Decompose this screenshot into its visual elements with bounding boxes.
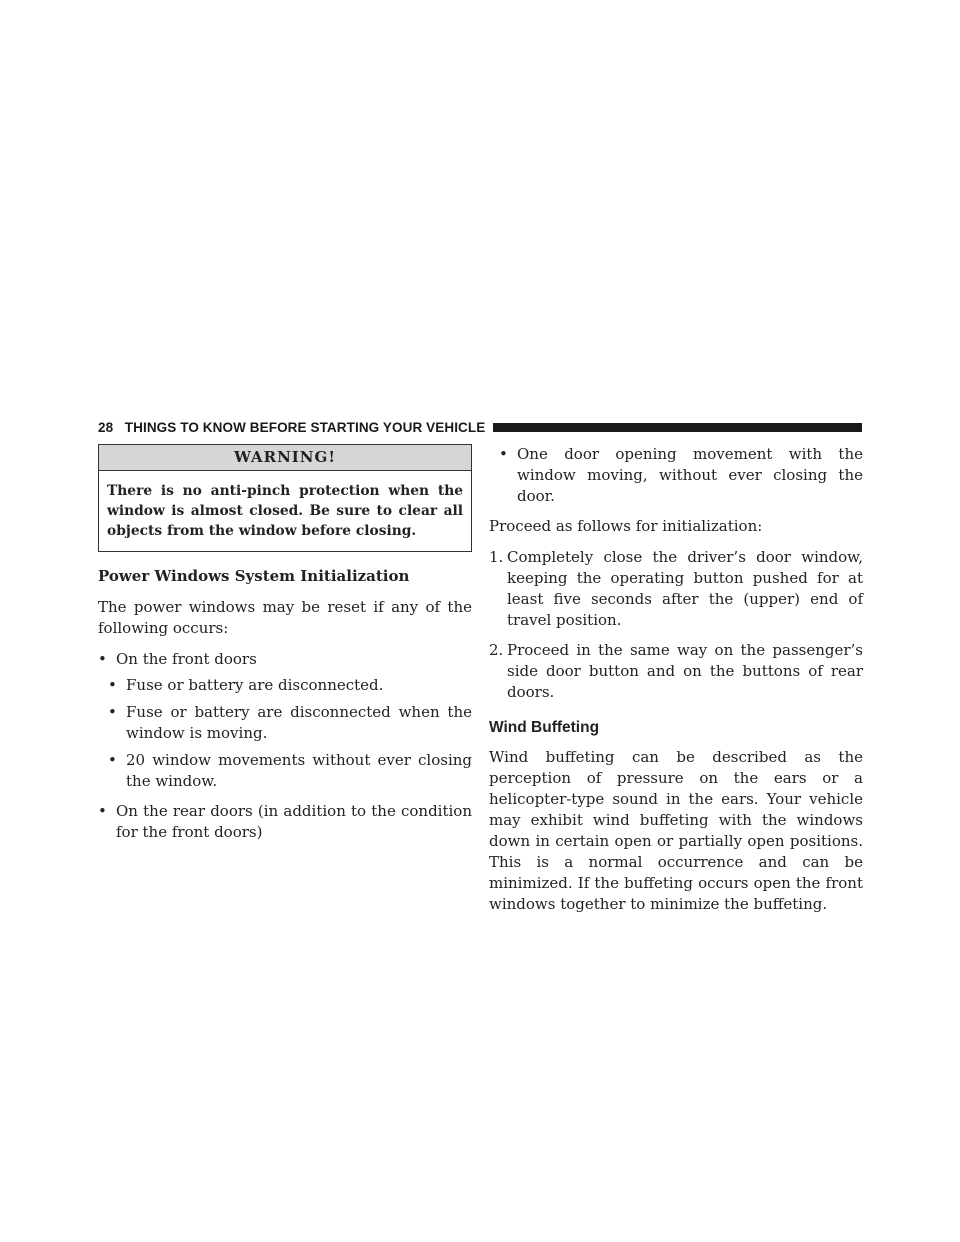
warning-text: There is no anti-pinch protection when the window is almost closed. Be sure to clear all objects from the window before closing. (107, 483, 463, 539)
front-door-sublist (98, 675, 472, 792)
bullet-icon: • (98, 802, 107, 820)
list-item-text: On the front doors (116, 650, 257, 668)
condition-list (98, 649, 472, 843)
bullet-icon: • (108, 751, 117, 769)
left-column (98, 444, 472, 852)
list-item: • Fuse or battery are disconnected when the window is moving. (108, 703, 472, 742)
list-item: 1. Completely close the driver’s door window, keeping the operating button pushed for at least five seconds after the (upper) end of travel position. (489, 548, 863, 629)
bullet-icon: • (499, 445, 508, 463)
list-item: 2. Proceed in the same way on the passenger’s side door button and on the buttons of rear doors. (489, 641, 863, 701)
warning-title: WARNING! (99, 445, 471, 471)
list-item (98, 649, 472, 792)
list-item: • Fuse or battery are disconnected. (108, 676, 384, 694)
rear-door-sublist (489, 444, 863, 507)
intro-paragraph: The power windows may be reset if any of the following occurs: (98, 598, 472, 637)
list-item: • 20 window movements without ever closing the window. (108, 751, 472, 790)
bullet-icon: • (108, 676, 117, 694)
section-heading: Wind Buffeting (489, 719, 600, 736)
header-title: 28 THINGS TO KNOW BEFORE STARTING YOUR VEHICLE (98, 419, 486, 435)
steps-list (489, 547, 863, 703)
right-column (489, 444, 863, 925)
bullet-icon: • (108, 703, 117, 721)
section-subhead: Power Windows System Initialization (98, 567, 410, 585)
list-item (98, 801, 472, 843)
page-header (98, 417, 862, 437)
warning-box (98, 444, 472, 552)
wind-buffeting-paragraph: Wind buffeting can be described as the perception of pressure on the ears or a helicopter-type sound in the ears. Your vehicle may exhibit wind buffeting with the windows down in certain open or partially open positions. This is a normal occurrence and can be minimized. If the buffeting occurs open the front windows together to minimize the buffeting. (489, 748, 863, 913)
header-rule (493, 423, 862, 432)
proceed-paragraph: Proceed as follows for initialization: (489, 517, 763, 535)
bullet-icon: • (98, 650, 107, 668)
list-item: • One door opening movement with the window moving, without ever closing the door. (499, 445, 863, 505)
list-item-text: On the rear doors (in addition to the condition for the front doors) (116, 802, 472, 841)
